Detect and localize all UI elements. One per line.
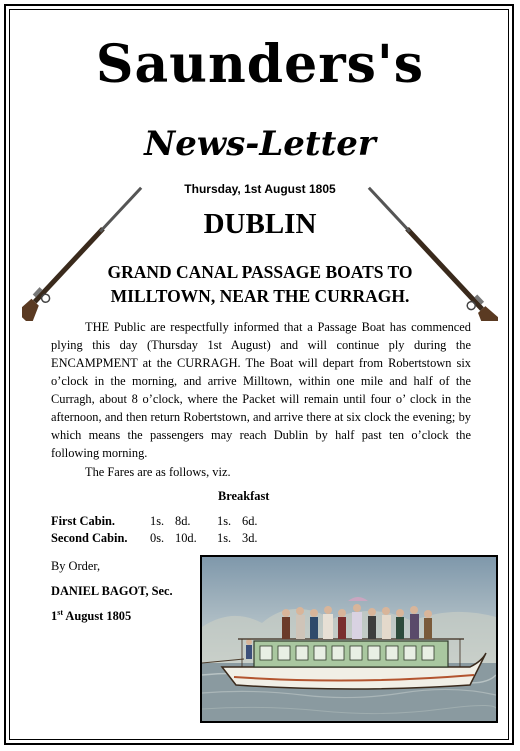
sign-off-date: 1st August 1805 <box>51 608 132 624</box>
fare-row-label: Second Cabin. <box>51 531 128 545</box>
fare-row-label: First Cabin. <box>51 514 116 528</box>
dateline-city: DUBLIN <box>203 208 317 240</box>
fare-shillings: 1s. <box>150 514 165 528</box>
breakfast-pence: 6d. <box>242 514 258 528</box>
fare-pence: 8d. <box>175 514 191 528</box>
canal-boat-illustration <box>200 555 498 723</box>
breakfast-shillings: 1s. <box>217 514 232 528</box>
article-body: THE Public are respectfully informed that a Passage Boat has commenced plying this day (Thursday 1st August) and will continue ply during the ENCAMPMENT at the CURRAGH. The Boat will depart from Robertstown six o’clock in the morning, and arrive Milltown, within one mile and half of the Curragh, about 8 o’clock, where the Packet will remain until four o’ clock in the afternoon, and then return Robertstown, and arrive there at six clock the evening; by which means the passengers may reach Dublin by half past ten o’clock the following morning. <box>51 320 471 460</box>
by-order: By Order, <box>51 559 101 573</box>
fares-column-header: Breakfast <box>218 489 270 503</box>
masthead-subtitle: News-Letter <box>144 124 376 164</box>
fare-pence: 10d. <box>175 531 197 545</box>
fare-shillings: 0s. <box>150 531 165 545</box>
fares-intro: The Fares are as follows, viz. <box>85 465 231 479</box>
secretary-name: DANIEL BAGOT, Sec. <box>51 584 173 598</box>
article-headline: GRAND CANAL PASSAGE BOATS TO MILLTOWN, NEAR THE CURRAGH. <box>107 262 413 306</box>
breakfast-shillings: 1s. <box>217 531 232 545</box>
masthead-title: Saunders's <box>95 34 425 95</box>
breakfast-pence: 3d. <box>242 531 258 545</box>
issue-date: Thursday, 1st August 1805 <box>184 182 336 196</box>
